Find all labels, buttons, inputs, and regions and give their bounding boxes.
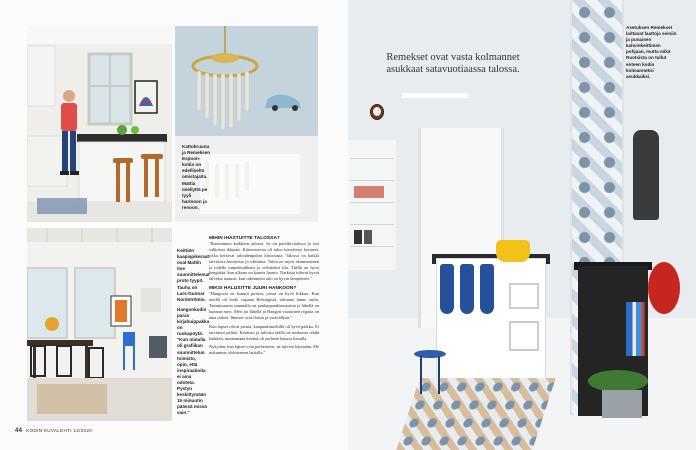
wall-shelves xyxy=(348,140,396,270)
wire-basket xyxy=(602,390,642,418)
dining-caption-1: Keittiön kaapiapikeraat oval Mattin itse suunnittelemat proto tyypit. Tauhu on Lars-Gunnar Nordströmin. xyxy=(177,248,210,302)
hanging-apron xyxy=(633,130,659,220)
stool-leg xyxy=(438,356,440,394)
magazine-issue: KODIN KUVALEHTI 12/2020 xyxy=(26,428,93,433)
right-page xyxy=(348,0,696,450)
kitchen-illustration xyxy=(27,26,172,222)
dining-caption xyxy=(177,248,210,417)
question-heading-1: MIHIN IHASTUITTE TALOSSA? xyxy=(209,235,280,240)
dining-caption-2: Hangonkodin paras kirjahuippakka on ruokapöytä. "Kun minulla oli grafiikan suunnittelun toimisto, opin, että inspiraatioita ei aina odoteta. Pystyn keskittymään 15 minuutin päässä missä vain." xyxy=(177,306,210,416)
oven-mitt-icon xyxy=(480,264,494,314)
stool-leg xyxy=(420,356,422,394)
answer-paragraph-2: "Hangossa on kauniit puistot, joissa on hyvä liikkua. Kun meillä oli hetki vapaata Helsingistä, tulimme tänne usein. Tammisaaren suunnalla on puukaupunkiasumista ja lähellä on kunnon meri. Meri on lähellä ja Hangon vuotuinen regatta on aina tärkeä. Ihmiset ovat iloisia ja ystävällisiä." xyxy=(209,291,319,320)
oven-mitt-icon xyxy=(440,264,454,314)
book-stack xyxy=(626,302,648,356)
heading-underline xyxy=(402,93,468,98)
dining-illustration xyxy=(27,228,172,421)
answer-paragraph-4: Nykyään, kun lapset ovat perheineen, ne tulevat käymään. Me nukumme olohuoneen lattialla." xyxy=(209,344,319,356)
red-balloon xyxy=(648,262,680,314)
answer-paragraph-3: Kun lapset olivat pieniä, kaupunkimiehillä oli hyvä paikka. Ei tarvinnut pelätä. Kesäisin ja talvisin täällä on mukavaa tehdä kaikkea, muutamana kesänä oli perheen kanssa lomalla. xyxy=(209,323,319,341)
chandelier-caption: Kattokruunu ja Remeksen Espoon-kotiin on edelliseltä omistajalta. Mattia miellyttä pe tyyli harmoon ja renoon. xyxy=(182,144,211,210)
yellow-pot xyxy=(496,240,530,262)
kitchen-photo xyxy=(27,26,172,222)
tiles-caption: Asetuksen Remekset laittavat laattoja seiniin ja punaisen kahvinkeittimen pohjaan, mutta mikä Ruotsista on tullut enteen kodin kolmanneksi asukkaiksi. xyxy=(626,25,677,79)
article-body xyxy=(209,235,319,359)
oven-mitt-icon xyxy=(460,264,474,314)
clock-face-icon xyxy=(373,107,381,116)
blue-stool xyxy=(414,350,446,358)
pull-quote-heading: Remekset ovat vasta kolmannet asukkaat satavuotiaassa talossa. xyxy=(386,52,520,75)
potted-plant xyxy=(588,370,648,392)
page-number: 44 xyxy=(15,428,23,434)
dining-photo xyxy=(27,228,172,421)
answer-paragraph-1: "Ihastuimme kaikkeen talossa. Se on puolikivitaloon ja isot valkoiset ikkunat. Kiinnostavaa oli talon kierrätetyt huoneet, jotka kertovat taloudenpidon historiasta. Talossa on kaikki tarvittava huoneisto jo valmiina. Talon on myös ekumeeninen ja todella tunnelmallinen ja viehättävä tila. Täällä on hyvä hengittää, kun ulkona on kaunis luonto. Narkista tulevat hyvät talveksi taatusti, kun rakennettu talo on hyvin lämpöinen." xyxy=(209,240,319,282)
folio xyxy=(15,428,92,434)
question-heading-2: MIKSI HALUSITTE JUURI HANKOON? xyxy=(209,285,297,291)
